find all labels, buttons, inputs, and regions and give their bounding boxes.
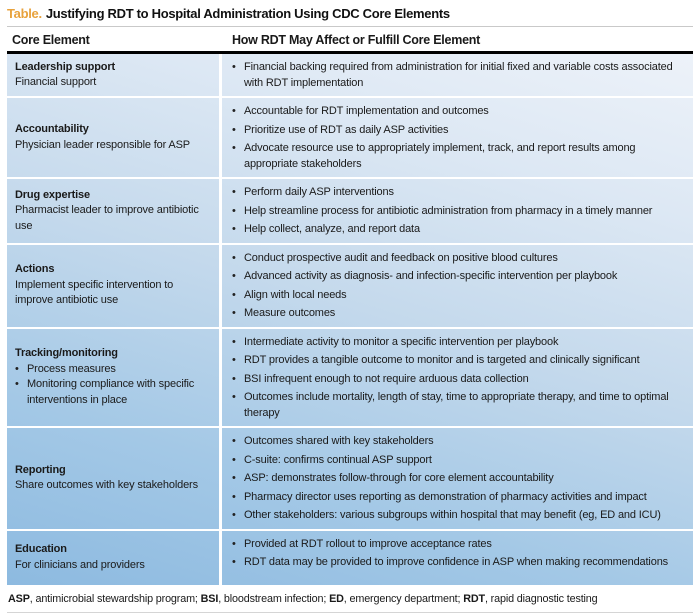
core-element-heading: Tracking/monitoring — [15, 347, 118, 360]
details-cell — [219, 329, 693, 427]
point-text: Conduct prospective audit and feedback on positive blood cultures — [244, 251, 558, 264]
core-element-subtext — [15, 278, 213, 309]
column-header-how-rdt: How RDT May Affect or Fulfill Core Element — [232, 33, 481, 47]
details-cell — [219, 245, 693, 327]
point-item — [232, 104, 685, 120]
footnote-abbr: BSI — [200, 592, 219, 605]
bullet-marker: • — [232, 123, 236, 136]
core-element-subtext — [15, 478, 213, 494]
core-element-cell — [7, 179, 219, 243]
point-item — [232, 434, 685, 450]
table-label: Table. — [7, 6, 42, 21]
details-cell — [219, 54, 693, 96]
footnote-text: , emergency department; — [343, 592, 464, 605]
point-item — [232, 60, 685, 91]
point-item — [232, 508, 685, 524]
footnote-abbr: RDT — [463, 592, 485, 605]
bullet-marker: • — [232, 307, 236, 319]
footnote — [7, 585, 693, 613]
table-header — [7, 26, 693, 54]
bullet-marker: • — [232, 288, 236, 301]
point-text: Other stakeholders: various subgroups within hospital that may benefit (eg, ED and ICU) — [244, 509, 661, 521]
points-list — [232, 335, 685, 422]
footnote-text: , antimicrobial stewardship program; — [29, 592, 201, 605]
point-item — [232, 390, 685, 421]
table-row — [7, 96, 693, 177]
point-item — [232, 537, 685, 553]
point-item — [232, 335, 685, 351]
bullet-marker: • — [232, 490, 236, 503]
bullet-marker: • — [232, 509, 236, 521]
core-element-sub-bullet — [15, 362, 213, 378]
footnote-abbr: ED — [329, 592, 344, 605]
core-element-cell — [7, 531, 219, 585]
detail-text: Share outcomes with key stakeholders — [15, 479, 198, 492]
point-item — [232, 372, 685, 388]
point-text: Help collect, analyze, and report data — [244, 223, 420, 235]
table-row — [7, 327, 693, 427]
core-element-subtext — [15, 203, 213, 234]
core-element-heading: Accountability — [15, 123, 89, 135]
table-title-text: Justifying RDT to Hospital Administration Using CDC Core Elements — [45, 6, 450, 21]
point-text: RDT data may be provided to improve confidence in ASP when making recommendations — [244, 556, 669, 568]
bullet-marker: • — [232, 251, 236, 264]
table-row — [7, 243, 693, 327]
footnote-text: , rapid diagnostic testing — [484, 592, 598, 605]
details-cell — [219, 179, 693, 243]
point-text: Provided at RDT rollout to improve acceptance rates — [244, 537, 492, 550]
bullet-marker: • — [232, 335, 236, 348]
table-row — [7, 54, 693, 96]
point-item — [232, 471, 685, 487]
detail-text: Financial support — [15, 76, 97, 88]
bullet-marker: • — [232, 223, 236, 235]
point-text: ASP: demonstrates follow-through for core element accountability — [244, 472, 554, 484]
points-list — [232, 185, 685, 238]
table-title — [7, 4, 693, 26]
point-text: Advanced activity as diagnosis- and infection-specific intervention per playbook — [244, 270, 618, 282]
core-element-heading: Education — [15, 543, 67, 555]
point-item — [232, 490, 685, 506]
points-list — [232, 537, 685, 571]
bullet-marker: • — [232, 435, 236, 447]
bullet-marker: • — [232, 453, 236, 466]
core-element-details — [15, 75, 213, 91]
point-text: BSI infrequent enough to not require arduous data collection — [244, 372, 529, 385]
bullet-marker: • — [15, 378, 19, 391]
point-text: Intermediate activity to monitor a specific intervention per playbook — [244, 335, 559, 348]
point-text: Align with local needs — [244, 288, 347, 301]
table-row — [7, 177, 693, 243]
core-element-details — [15, 138, 213, 154]
detail-text: Pharmacist leader to improve antibiotic use — [15, 204, 199, 232]
point-item — [232, 251, 685, 267]
point-item — [232, 269, 685, 285]
core-element-details — [15, 278, 213, 309]
bullet-marker: • — [232, 204, 236, 217]
detail-text: Monitoring compliance with specific interventions in place — [27, 378, 195, 406]
bullet-marker: • — [232, 105, 236, 117]
column-header-core-element: Core Element — [12, 33, 90, 47]
bullet-marker: • — [232, 270, 236, 282]
point-text: Advocate resource use to appropriately implement, track, and report results among appropriate stakeholders — [244, 142, 636, 170]
core-element-heading: Leadership support — [15, 60, 115, 73]
point-item — [232, 222, 685, 238]
core-element-cell — [7, 329, 219, 427]
core-element-heading: Actions — [15, 263, 55, 276]
bullet-marker: • — [15, 362, 19, 375]
point-item — [232, 141, 685, 172]
bullet-marker: • — [232, 556, 236, 568]
point-text: Measure outcomes — [244, 307, 336, 319]
points-list — [232, 251, 685, 322]
point-text: Prioritize use of RDT as daily ASP activities — [244, 123, 449, 136]
point-text: Perform daily ASP interventions — [244, 186, 394, 198]
point-text: Accountable for RDT implementation and outcomes — [244, 105, 489, 117]
core-element-cell — [7, 98, 219, 177]
point-item — [232, 453, 685, 469]
core-element-heading: Reporting — [15, 463, 66, 476]
core-element-details — [15, 203, 213, 234]
points-list — [232, 60, 685, 91]
core-element-heading: Drug expertise — [15, 188, 90, 201]
table-body — [7, 54, 693, 585]
point-text: Help streamline process for antibiotic administration from pharmacy in a timely manner — [244, 204, 653, 217]
point-item — [232, 185, 685, 201]
point-item — [232, 123, 685, 139]
bullet-marker: • — [232, 186, 236, 198]
table-row — [7, 426, 693, 529]
core-element-subtext — [15, 138, 213, 154]
point-item — [232, 306, 685, 322]
bullet-marker: • — [232, 391, 236, 403]
bullet-marker: • — [232, 354, 236, 366]
bullet-marker: • — [232, 61, 236, 73]
point-text: RDT provides a tangible outcome to monitor and is targeted and clinically significant — [244, 354, 640, 366]
core-element-details — [15, 478, 213, 494]
points-list — [232, 104, 685, 172]
point-text: C-suite: confirms continual ASP support — [244, 453, 432, 466]
core-element-cell — [7, 54, 219, 96]
footnote-text: , bloodstream infection; — [218, 592, 330, 605]
core-element-cell — [7, 245, 219, 327]
point-text: Outcomes shared with key stakeholders — [244, 435, 434, 447]
point-text: Pharmacy director uses reporting as demonstration of pharmacy activities and impact — [244, 490, 647, 503]
core-element-details — [15, 558, 213, 574]
core-element-subtext — [15, 75, 213, 91]
bullet-marker: • — [232, 372, 236, 385]
point-text: Financial backing required from administration for initial fixed and variable costs associated with RDT implementation — [244, 61, 673, 89]
point-item — [232, 288, 685, 304]
table-row — [7, 529, 693, 585]
point-text: Outcomes include mortality, length of stay, time to appropriate therapy, and time to optimal therapy — [244, 391, 669, 419]
point-item — [232, 353, 685, 369]
details-cell — [219, 98, 693, 177]
core-element-details — [15, 362, 213, 409]
core-element-cell — [7, 428, 219, 529]
point-item — [232, 555, 685, 571]
core-element-subtext — [15, 558, 213, 574]
detail-text: Implement specific intervention to improve antibiotic use — [15, 278, 174, 307]
bullet-marker: • — [232, 472, 236, 484]
bullet-marker: • — [232, 142, 236, 154]
footnote-abbr: ASP — [8, 592, 30, 605]
detail-text: Physician leader responsible for ASP — [15, 138, 190, 151]
bullet-marker: • — [232, 537, 236, 550]
point-item — [232, 204, 685, 220]
details-cell — [219, 531, 693, 585]
detail-text: For clinicians and providers — [15, 558, 145, 571]
core-element-sub-bullet — [15, 377, 213, 408]
details-cell — [219, 428, 693, 529]
points-list — [232, 434, 685, 524]
detail-text: Process measures — [27, 362, 116, 375]
